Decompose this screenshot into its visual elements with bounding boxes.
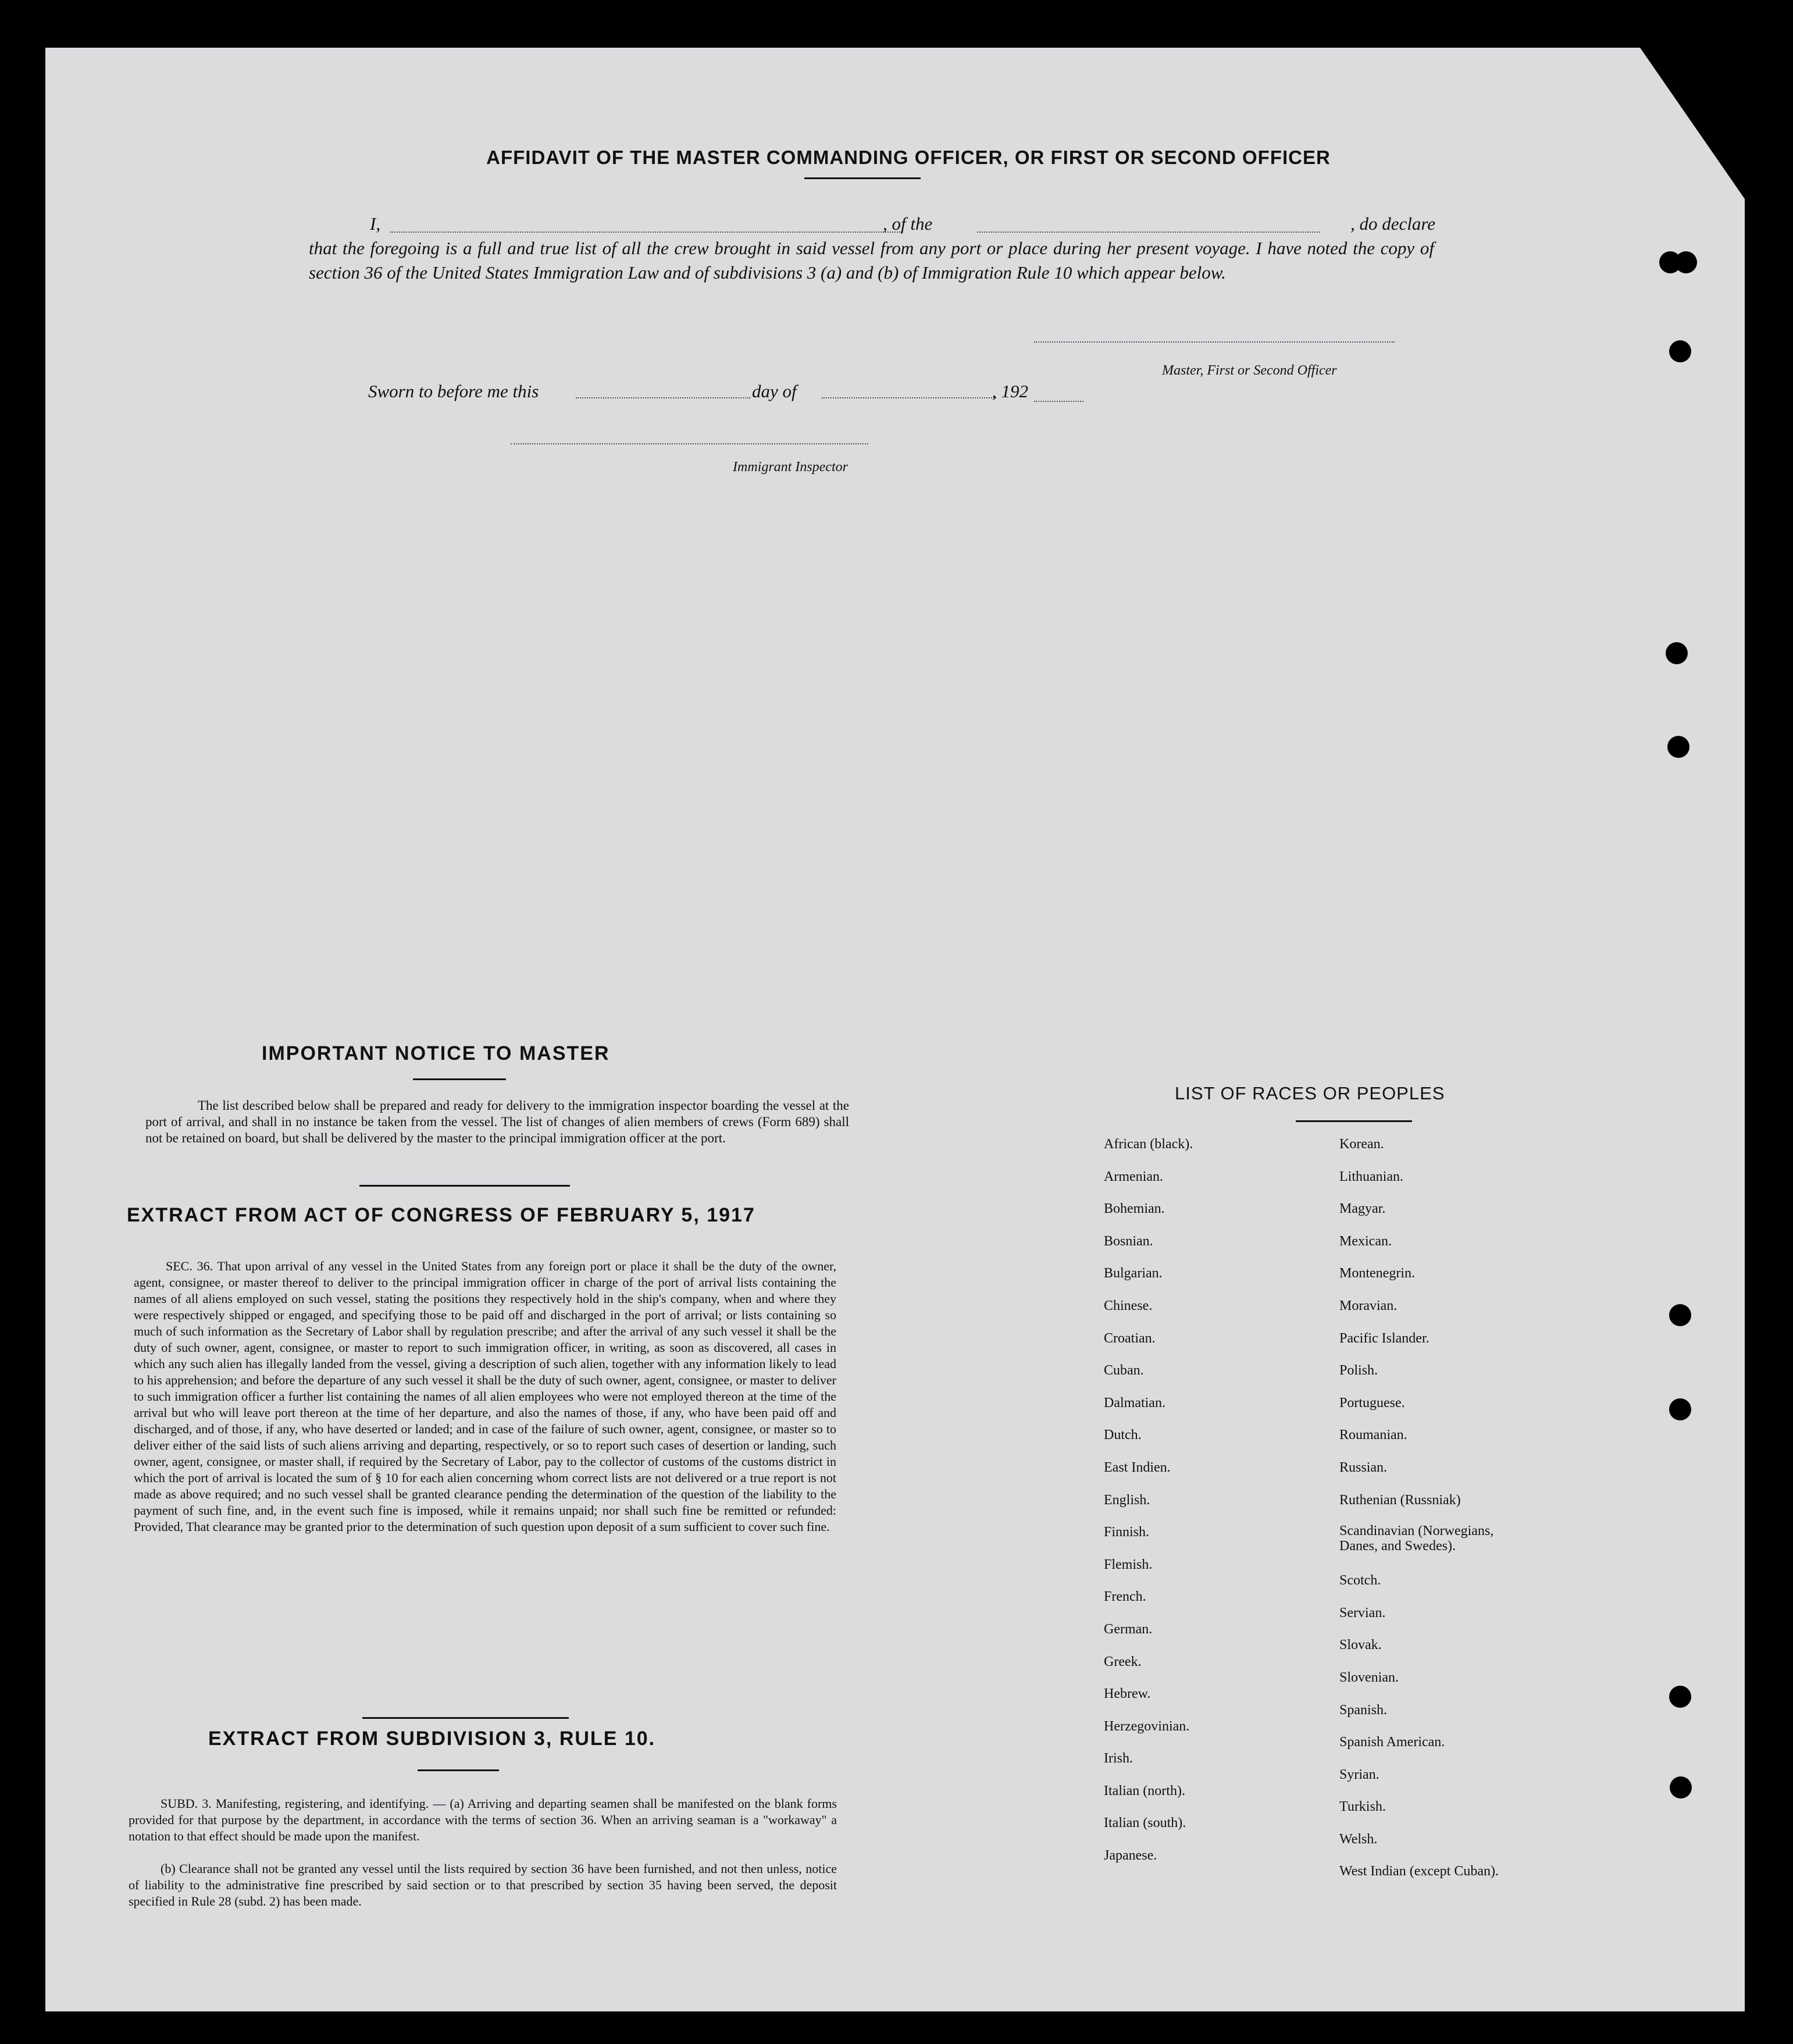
race-item: Japanese. <box>1104 1848 1157 1864</box>
inspector-signature-line <box>511 443 868 444</box>
sworn-day-blank <box>576 397 750 398</box>
races-left-column <box>1104 1135 1336 1879</box>
race-item: Dutch. <box>1104 1427 1142 1443</box>
extract-rule-title: EXTRACT FROM SUBDIVISION 3, RULE 10. <box>208 1728 656 1750</box>
races-title: LIST OF RACES OR PEOPLES <box>1175 1083 1445 1103</box>
inspector-label: Immigrant Inspector <box>733 460 848 475</box>
race-item: Slovak. <box>1339 1637 1382 1653</box>
race-item: Portuguese. <box>1339 1395 1405 1411</box>
sworn-text: Sworn to before me this <box>368 381 539 401</box>
race-item: Russian. <box>1339 1459 1388 1475</box>
race-item: English. <box>1104 1492 1150 1508</box>
form-page <box>45 48 1745 2011</box>
race-item: Slovenian. <box>1339 1669 1399 1685</box>
race-item: Korean. <box>1339 1137 1384 1152</box>
race-item: Greek. <box>1104 1654 1142 1669</box>
punch-hole <box>1669 1686 1691 1708</box>
notice-underline <box>413 1078 506 1080</box>
race-item: Spanish American. <box>1339 1735 1445 1750</box>
affidavit-line-i: I, <box>370 213 381 234</box>
race-item: Flemish. <box>1104 1557 1153 1572</box>
races-right-column <box>1339 1135 1584 1895</box>
signature-label: Master, First or Second Officer <box>1162 363 1337 378</box>
race-item: African (black). <box>1104 1137 1193 1152</box>
act-separator <box>362 1717 569 1719</box>
race-item: Bosnian. <box>1104 1233 1153 1249</box>
race-item: Bulgarian. <box>1104 1266 1163 1281</box>
affidavit-title: AFFIDAVIT OF THE MASTER COMMANDING OFFICER, OR FIRST OR SECOND OFFICER <box>486 147 1331 168</box>
race-item: Ruthenian (Russniak) <box>1339 1492 1461 1508</box>
race-item: Italian (south). <box>1104 1815 1186 1831</box>
race-item: Cuban. <box>1104 1363 1144 1379</box>
year-blank <box>1034 401 1083 402</box>
title-underline <box>804 177 921 179</box>
punch-hole <box>1669 1398 1691 1420</box>
year-text: , 192 <box>992 381 1028 401</box>
races-underline <box>1296 1120 1412 1122</box>
race-item: Hebrew. <box>1104 1686 1151 1702</box>
race-item: Dalmatian. <box>1104 1395 1165 1411</box>
affidavit-of-the: , of the <box>883 213 933 234</box>
race-item: German. <box>1104 1621 1153 1637</box>
race-item: Lithuanian. <box>1339 1169 1403 1184</box>
race-item: Turkish. <box>1339 1799 1386 1815</box>
race-item: Moravian. <box>1339 1298 1398 1313</box>
punch-hole <box>1667 736 1689 758</box>
name-blank <box>390 232 902 233</box>
race-item: Armenian. <box>1104 1169 1163 1184</box>
race-item: Scotch. <box>1339 1573 1381 1589</box>
race-item: Bohemian. <box>1104 1201 1165 1217</box>
punch-hole <box>1669 340 1691 362</box>
rule-para-b: (b) Clearance shall not be granted any vessel until the lists required by section 36 have been furnished, and not then unless, notice of liability to the administrative fine prescribed by said section or to that prescribed by section 35 having been served, the deposit specified in Rule 28 (subd. 2) has been made. <box>129 1861 837 1908</box>
affidavit-do-declare: , do declare <box>1350 213 1435 234</box>
race-item: West Indian (except Cuban). <box>1339 1864 1499 1879</box>
race-item: Pacific Islander. <box>1339 1330 1430 1346</box>
notice-text: The list described below shall be prepared and ready for delivery to the immigration inspector boarding the vessel at the port of arrival, and shall in no instance be taken from the vessel. The list of changes of alien members of crews (Form 689) shall not be retained on board, but shall be delivered by the master to the principal immigration officer at the port. <box>145 1098 849 1145</box>
day-of-text: day of <box>752 381 797 401</box>
race-item: Polish. <box>1339 1363 1378 1379</box>
vessel-blank <box>977 232 1320 233</box>
torn-corner <box>1640 48 1745 199</box>
race-item: Syrian. <box>1339 1767 1379 1782</box>
race-item: Scandinavian (Norwegians, Danes, and Swedes). <box>1339 1523 1494 1554</box>
race-item: East Indien. <box>1104 1459 1171 1475</box>
rule-para-a: SUBD. 3. Manifesting, registering, and identifying. — (a) Arriving and departing seamen shall be manifested on the blank forms provided for that purpose by the department, in accordance with the terms of section 36. When an arriving seaman is a "workaway" a notation to that effect should be made upon the manifest. <box>129 1796 837 1843</box>
extract-act-title: EXTRACT FROM ACT OF CONGRESS OF FEBRUARY 5, 1917 <box>127 1204 755 1226</box>
punch-hole <box>1670 1776 1692 1799</box>
race-item: Croatian. <box>1104 1330 1156 1346</box>
extract-act-text: SEC. 36. That upon arrival of any vessel in the United States from any foreign port or place it shall be the duty of the owner, agent, consignee, or master thereof to deliver to the principal immigration officer in charge of the port of arrival lists containing the names of all aliens employed on such vessel, stating the positions they respectively hold in the ship's company, when and where they were respectively shipped or engaged, and specifying those to be paid off and discharged in the port of arrival; or lists containing so much of such information as the Secretary of Labor shall by regulation prescribe; and after the arrival of any such vessel it shall be the duty of such owner, agent, consignee, or master to report to such immigration officer, in writing, as soon as discovered, all cases in which any such alien has illegally landed from the vessel, giving a description of such alien, together with any information likely to lead to his apprehension; and before the departure of any such vessel it shall be the duty of such owner, agent, consignee, or master to deliver to such immigration officer a further list containing the names of all alien employees who were not employed thereon at the time of the arrival but who will leave port thereon at the time of her departure, and also the names of those, if any, who have been paid off and discharged, and of those, if any, who have deserted or landed; and in case of the failure of such owner, agent, consignee, or master so to deliver either of the said lists of such aliens arriving and departing, respectively, or so to report such cases of desertion or landing, such owner, agent, consignee, or master shall, if required by the Secretary of Labor, pay to the collector of customs of the customs district in which the port of arrival is located the sum of § 10 for each alien concerning whom correct lists are not delivered or a true report is not made as above required; and no such vessel shall be granted clearance pending the determination of the question of the liability to the payment of such fine, and, in the event such fine is imposed, while it remains unpaid; nor shall such fine be remitted or refunded: Provided, That clearance may be granted prior to the determination of such question upon deposit of a sum sufficient to cover such fine. <box>134 1259 836 1534</box>
affidavit-paragraph: that the foregoing is a full and true list of all the crew brought in said vessel from any port or place during her present voyage. I have noted the copy of section 36 of the United States Immigration Law and of subdivisions 3 (a) and (b) of Immigration Rule 10 which appear below. <box>309 238 1434 283</box>
race-item: Welsh. <box>1339 1831 1378 1847</box>
race-item: Herzegovinian. <box>1104 1718 1190 1734</box>
race-item: Finnish. <box>1104 1525 1150 1540</box>
punch-hole <box>1666 642 1688 664</box>
race-item: Spanish. <box>1339 1702 1388 1718</box>
rule-underline <box>418 1769 499 1771</box>
race-item: Montenegrin. <box>1339 1266 1415 1281</box>
race-item: Irish. <box>1104 1751 1133 1767</box>
race-item: Roumanian. <box>1339 1427 1407 1443</box>
punch-hole <box>1669 1304 1691 1326</box>
race-item: Magyar. <box>1339 1201 1386 1217</box>
signature-line <box>1034 341 1395 343</box>
race-item: Servian. <box>1339 1605 1386 1621</box>
race-item: French. <box>1104 1589 1146 1605</box>
notice-title: IMPORTANT NOTICE TO MASTER <box>262 1042 610 1064</box>
punch-hole <box>1675 251 1697 273</box>
race-item: Italian (north). <box>1104 1783 1185 1799</box>
month-blank <box>822 397 996 398</box>
race-item: Chinese. <box>1104 1298 1153 1313</box>
race-item: Mexican. <box>1339 1233 1392 1249</box>
notice-separator <box>359 1185 570 1187</box>
